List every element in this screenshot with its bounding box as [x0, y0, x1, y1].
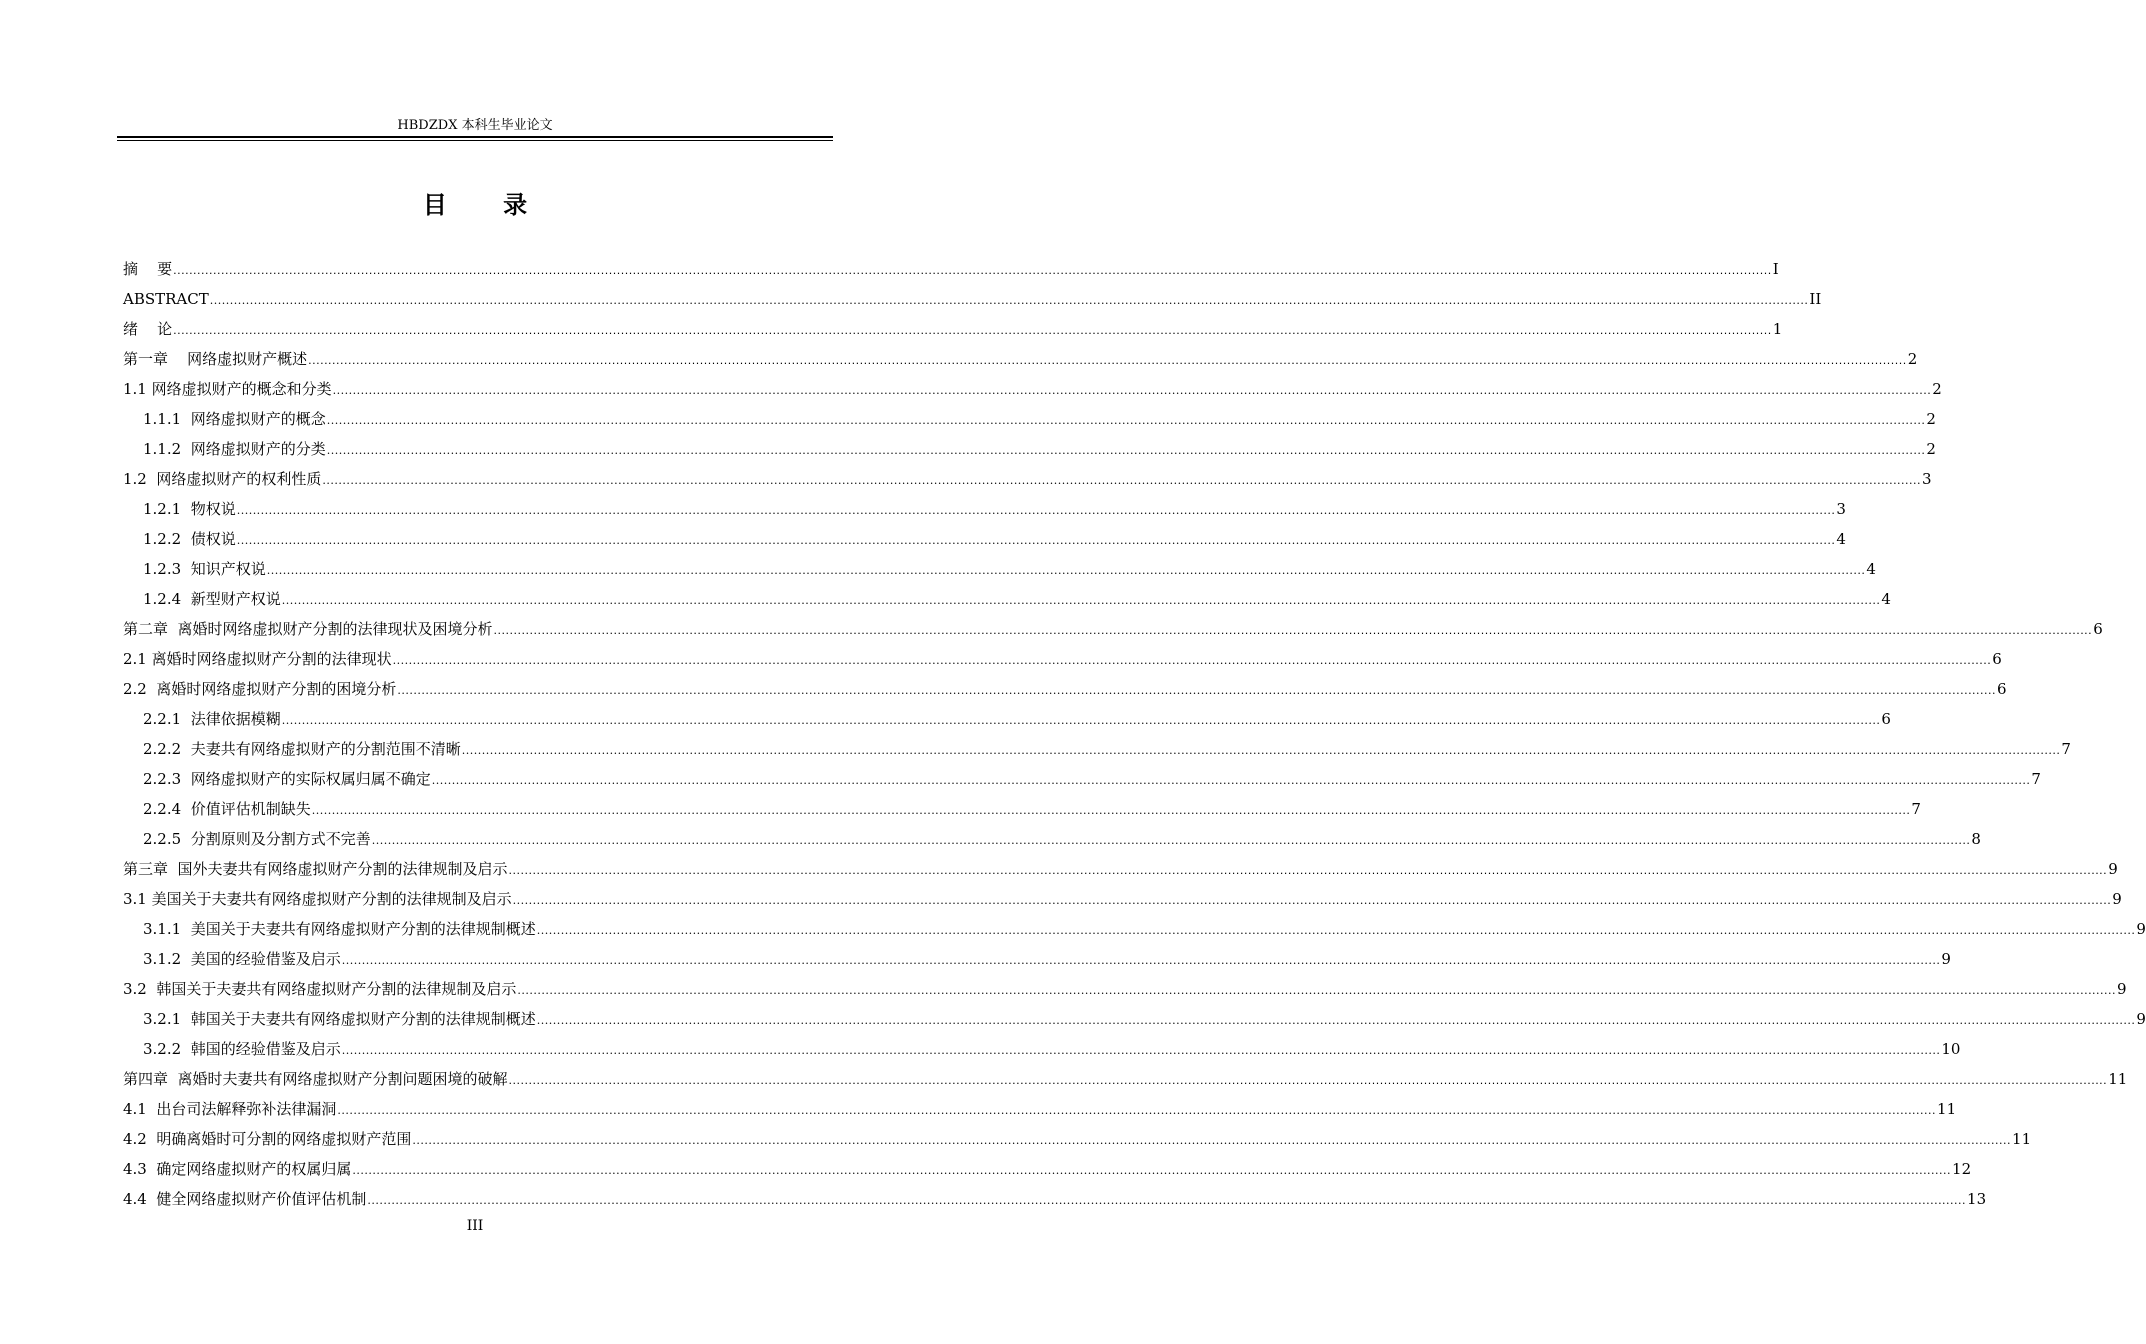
toc-entry[interactable] [123, 644, 2002, 674]
toc-entry-page: 4 [1866, 560, 1876, 578]
toc-entry-label: 1.2 网络虚拟财产的权利性质 [123, 470, 322, 488]
toc-entry-page: 4 [1836, 530, 1846, 548]
toc-entry-page: 7 [2031, 770, 2041, 788]
page-number: III [466, 1218, 484, 1234]
toc-entry[interactable] [123, 554, 1876, 584]
toc-entry-label: 摘 要 [123, 260, 173, 278]
toc-dot-leader: ................................................................................................................................................................................................................................................................................................................................................................................................................ [236, 534, 1836, 547]
toc-entry[interactable] [123, 284, 1822, 314]
toc-dot-leader: ................................................................................................................................................................................................................................................................................................................................................................................................................ [326, 444, 1926, 457]
toc-entry-page: 3 [1836, 500, 1846, 518]
toc-entry-label: 3.2.2 韩国的经验借鉴及启示 [143, 1040, 341, 1058]
toc-dot-leader: ................................................................................................................................................................................................................................................................................................................................................................................................................ [512, 894, 2112, 907]
toc-title: 目 录 [422, 191, 552, 219]
toc-dot-leader: ................................................................................................................................................................................................................................................................................................................................................................................................................ [536, 1014, 2136, 1027]
toc-entry-page: 9 [2112, 890, 2122, 908]
toc-entry-page: 7 [1911, 800, 1921, 818]
toc-entry-label: 1.2.1 物权说 [143, 500, 236, 518]
toc-entry[interactable] [123, 734, 2071, 764]
table-of-contents [123, 254, 2146, 1214]
toc-entry-page: 2 [1926, 410, 1936, 428]
toc-entry-label: 第一章 网络虚拟财产概述 [123, 350, 308, 368]
toc-dot-leader: ................................................................................................................................................................................................................................................................................................................................................................................................................ [392, 654, 1992, 667]
toc-dot-leader: ................................................................................................................................................................................................................................................................................................................................................................................................................ [371, 834, 1971, 847]
toc-entry-label: 2.2.1 法律依据模糊 [143, 710, 281, 728]
toc-dot-leader: ................................................................................................................................................................................................................................................................................................................................................................................................................ [341, 1044, 1941, 1057]
toc-dot-leader: ................................................................................................................................................................................................................................................................................................................................................................................................................ [397, 684, 1997, 697]
toc-entry[interactable] [123, 494, 1846, 524]
toc-entry-page: 1 [1772, 320, 1783, 338]
toc-entry-page: 4 [1881, 590, 1891, 608]
toc-dot-leader: ................................................................................................................................................................................................................................................................................................................................................................................................................ [517, 984, 2117, 997]
toc-entry[interactable] [123, 344, 1918, 374]
toc-entry[interactable] [123, 974, 2127, 1004]
toc-dot-leader: ................................................................................................................................................................................................................................................................................................................................................................................................................ [493, 624, 2093, 637]
toc-dot-leader: ................................................................................................................................................................................................................................................................................................................................................................................................................ [536, 924, 2136, 937]
toc-entry-page: 10 [1941, 1040, 1961, 1058]
toc-entry-label: 3.2.1 韩国关于夫妻共有网络虚拟财产分割的法律规制概述 [143, 1010, 536, 1028]
toc-entry-label: 1.2.4 新型财产权说 [143, 590, 281, 608]
toc-entry[interactable] [123, 1184, 1987, 1214]
toc-entry-label: 3.1 美国关于夫妻共有网络虚拟财产分割的法律规制及启示 [123, 890, 512, 908]
toc-entry[interactable] [123, 794, 1921, 824]
toc-entry[interactable] [123, 914, 2146, 944]
toc-entry[interactable] [123, 764, 2041, 794]
toc-entry[interactable] [123, 1004, 2146, 1034]
toc-dot-leader: ................................................................................................................................................................................................................................................................................................................................................................................................................ [352, 1164, 1952, 1177]
toc-dot-leader: ................................................................................................................................................................................................................................................................................................................................................................................................................ [508, 1074, 2108, 1087]
toc-entry-page: 9 [2136, 1010, 2146, 1028]
toc-entry-label: 1.1 网络虚拟财产的概念和分类 [123, 380, 332, 398]
toc-entry[interactable] [123, 704, 1891, 734]
toc-entry-page: 6 [1992, 650, 2002, 668]
toc-entry-label: 3.1.1 美国关于夫妻共有网络虚拟财产分割的法律规制概述 [143, 920, 536, 938]
toc-entry-label: 2.1 离婚时网络虚拟财产分割的法律现状 [123, 650, 392, 668]
toc-entry[interactable] [123, 1064, 2128, 1094]
toc-dot-leader: ................................................................................................................................................................................................................................................................................................................................................................................................................ [367, 1194, 1967, 1207]
toc-dot-leader: ................................................................................................................................................................................................................................................................................................................................................................................................................ [173, 264, 1772, 277]
toc-entry-page: 3 [1922, 470, 1932, 488]
toc-entry[interactable] [123, 674, 2007, 704]
toc-entry-label: 绪 论 [123, 320, 173, 338]
toc-entry-label: 4.2 明确离婚时可分割的网络虚拟财产范围 [123, 1130, 412, 1148]
toc-entry-label: 1.2.2 债权说 [143, 530, 236, 548]
toc-dot-leader: ................................................................................................................................................................................................................................................................................................................................................................................................................ [311, 804, 1911, 817]
toc-entry-page: 2 [1926, 440, 1936, 458]
toc-entry-label: 第二章 离婚时网络虚拟财产分割的法律现状及困境分析 [123, 620, 493, 638]
toc-entry-label: 2.2.5 分割原则及分割方式不完善 [143, 830, 371, 848]
toc-entry[interactable] [123, 254, 1779, 284]
toc-entry-page: 9 [1941, 950, 1951, 968]
toc-dot-leader: ................................................................................................................................................................................................................................................................................................................................................................................................................ [461, 744, 2061, 757]
toc-entry-label: 2.2.4 价值评估机制缺失 [143, 800, 311, 818]
toc-entry-label: 4.4 健全网络虚拟财产价值评估机制 [123, 1190, 367, 1208]
toc-entry-label: 3.1.2 美国的经验借鉴及启示 [143, 950, 341, 968]
toc-dot-leader: ................................................................................................................................................................................................................................................................................................................................................................................................................ [508, 864, 2108, 877]
toc-entry-page: 2 [1907, 350, 1918, 368]
toc-entry[interactable] [123, 1094, 1957, 1124]
toc-entry[interactable] [123, 374, 1942, 404]
toc-entry-label: 3.2 韩国关于夫妻共有网络虚拟财产分割的法律规制及启示 [123, 980, 517, 998]
toc-entry-page: 6 [1881, 710, 1891, 728]
toc-dot-leader: ................................................................................................................................................................................................................................................................................................................................................................................................................ [281, 594, 1881, 607]
running-header: HBDZDX 本科生毕业论文 [397, 118, 553, 133]
toc-dot-leader: ................................................................................................................................................................................................................................................................................................................................................................................................................ [337, 1104, 1937, 1117]
toc-entry[interactable] [123, 944, 1951, 974]
toc-entry-label: 1.1.1 网络虚拟财产的概念 [143, 410, 326, 428]
toc-dot-leader: ................................................................................................................................................................................................................................................................................................................................................................................................................ [236, 504, 1836, 517]
toc-entry-page: 11 [2012, 1130, 2032, 1148]
toc-entry-page: 2 [1932, 380, 1942, 398]
toc-entry-page: 11 [1937, 1100, 1957, 1118]
toc-entry-page: 11 [2108, 1070, 2128, 1088]
toc-entry[interactable] [123, 434, 1936, 464]
toc-entry-page: 6 [1997, 680, 2007, 698]
toc-entry-label: 1.2.3 知识产权说 [143, 560, 266, 578]
header-rule-thin [117, 140, 833, 141]
toc-entry-label: 第三章 国外夫妻共有网络虚拟财产分割的法律规制及启示 [123, 860, 508, 878]
toc-entry-page: 12 [1952, 1160, 1972, 1178]
toc-entry-page: 6 [2093, 620, 2103, 638]
toc-entry-page: I [1772, 260, 1779, 278]
toc-dot-leader: ................................................................................................................................................................................................................................................................................................................................................................................................................ [308, 354, 1907, 367]
toc-entry[interactable] [123, 854, 2118, 884]
toc-dot-leader: ................................................................................................................................................................................................................................................................................................................................................................................................................ [322, 474, 1922, 487]
toc-entry-page: 13 [1967, 1190, 1987, 1208]
toc-entry[interactable] [123, 1034, 1961, 1064]
header-rule-thick [117, 136, 833, 138]
toc-dot-leader: ................................................................................................................................................................................................................................................................................................................................................................................................................ [326, 414, 1926, 427]
toc-entry[interactable] [123, 824, 1981, 854]
toc-entry[interactable] [123, 614, 2103, 644]
toc-entry[interactable] [123, 884, 2122, 914]
toc-entry[interactable] [123, 524, 1846, 554]
toc-dot-leader: ................................................................................................................................................................................................................................................................................................................................................................................................................ [209, 294, 1809, 307]
toc-entry-label: 4.3 确定网络虚拟财产的权属归属 [123, 1160, 352, 1178]
toc-entry-page: 9 [2117, 980, 2127, 998]
toc-entry-page: 9 [2136, 920, 2146, 938]
toc-dot-leader: ................................................................................................................................................................................................................................................................................................................................................................................................................ [431, 774, 2031, 787]
toc-entry[interactable] [123, 314, 1783, 344]
toc-entry[interactable] [123, 464, 1932, 494]
toc-dot-leader: ................................................................................................................................................................................................................................................................................................................................................................................................................ [412, 1134, 2012, 1147]
toc-dot-leader: ................................................................................................................................................................................................................................................................................................................................................................................................................ [266, 564, 1866, 577]
toc-entry-label: ABSTRACT [123, 290, 209, 308]
toc-entry-label: 2.2.3 网络虚拟财产的实际权属归属不确定 [143, 770, 431, 788]
toc-entry-label: 2.2 离婚时网络虚拟财产分割的困境分析 [123, 680, 397, 698]
toc-entry-page: 9 [2108, 860, 2118, 878]
toc-entry[interactable] [123, 1124, 2032, 1154]
toc-entry-page: 8 [1971, 830, 1981, 848]
toc-dot-leader: ................................................................................................................................................................................................................................................................................................................................................................................................................ [281, 714, 1881, 727]
toc-entry-label: 4.1 出台司法解释弥补法律漏洞 [123, 1100, 337, 1118]
toc-entry-label: 1.1.2 网络虚拟财产的分类 [143, 440, 326, 458]
toc-dot-leader: ................................................................................................................................................................................................................................................................................................................................................................................................................ [173, 324, 1772, 337]
toc-entry-label: 2.2.2 夫妻共有网络虚拟财产的分割范围不清晰 [143, 740, 461, 758]
toc-entry-page: 7 [2061, 740, 2071, 758]
toc-entry[interactable] [123, 1154, 1972, 1184]
toc-dot-leader: ................................................................................................................................................................................................................................................................................................................................................................................................................ [332, 384, 1932, 397]
toc-dot-leader: ................................................................................................................................................................................................................................................................................................................................................................................................................ [341, 954, 1941, 967]
toc-entry-label: 第四章 离婚时夫妻共有网络虚拟财产分割问题困境的破解 [123, 1070, 508, 1088]
toc-entry-page: II [1809, 290, 1822, 308]
toc-entry[interactable] [123, 584, 1891, 614]
toc-entry[interactable] [123, 404, 1936, 434]
